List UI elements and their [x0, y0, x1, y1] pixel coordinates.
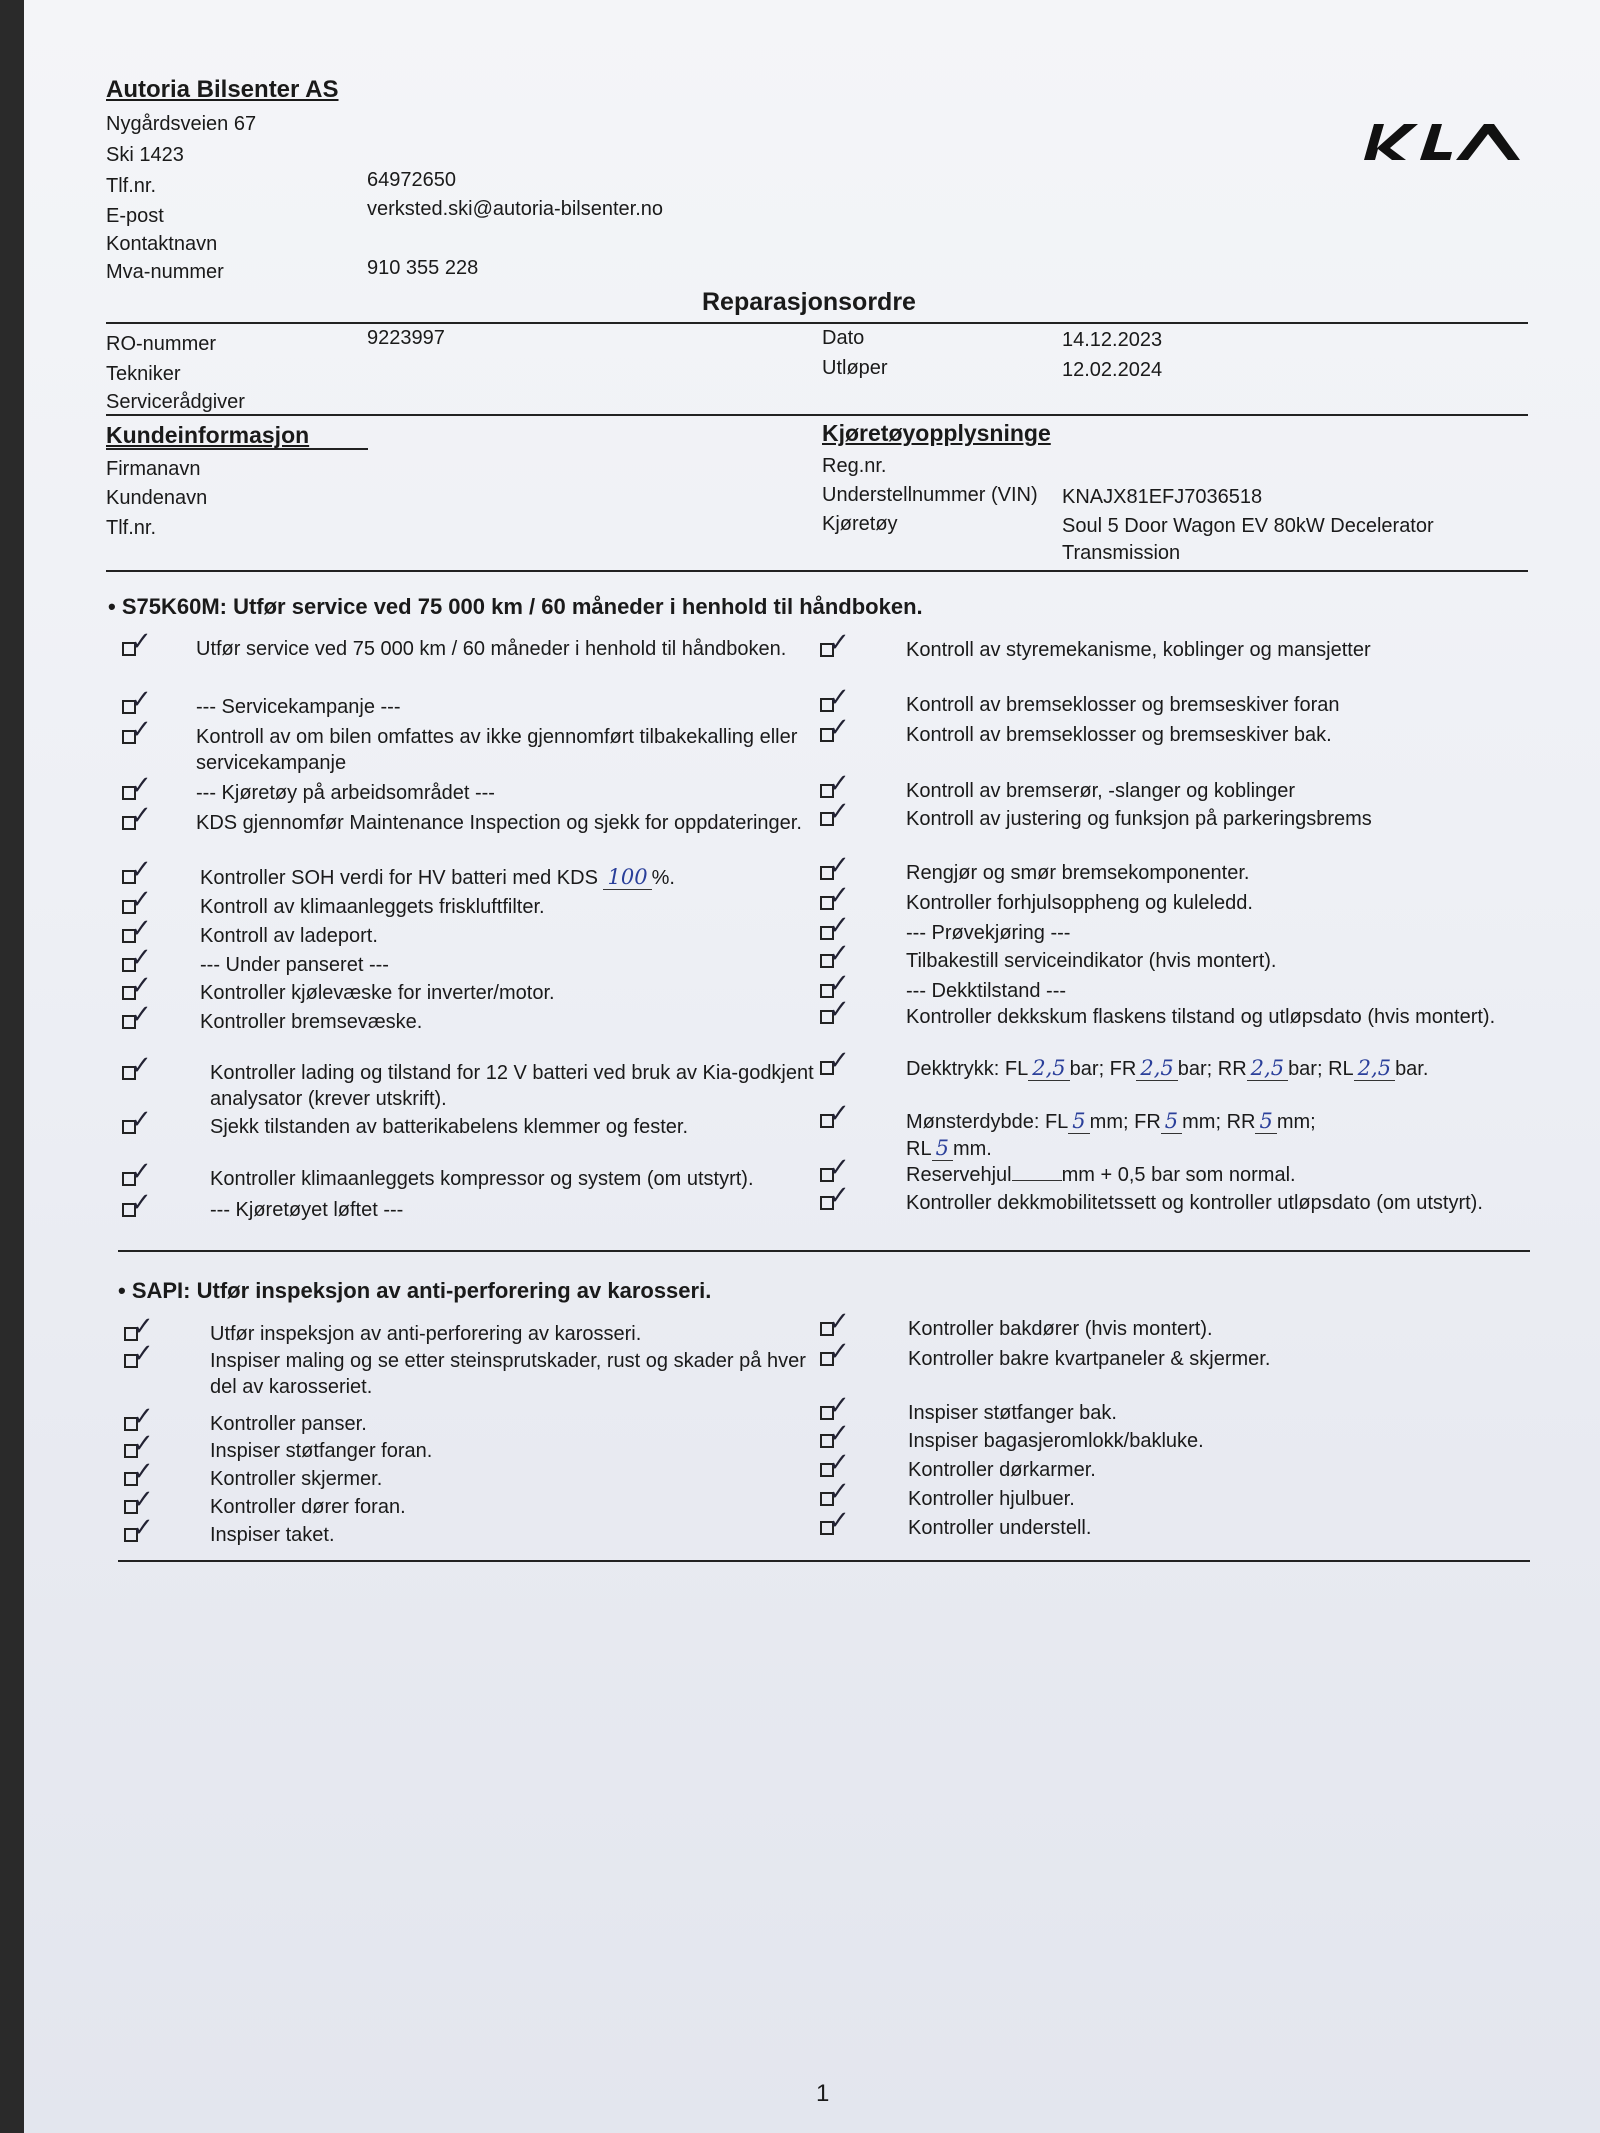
contact-label: Kontaktnavn	[106, 233, 218, 255]
checklist-item-label: Kontroller bakre kvartpaneler & skjermer.	[908, 1348, 1271, 1370]
divider	[106, 570, 1528, 572]
spare-blank	[1012, 1180, 1062, 1181]
vat-label: Mva-nummer	[106, 261, 224, 283]
checklist-item-label: Kontroller forhjulsoppheng og kuleledd.	[906, 892, 1253, 914]
checklist-item-label: Kontroll av bremseklosser og bremseskiver foran	[906, 694, 1340, 716]
checklist-item	[906, 1108, 1506, 1162]
checklist-item-label: Inspiser bagasjeromlokk/bakluke.	[908, 1430, 1204, 1452]
checklist-item-label: Kontroller dørkarmer.	[908, 1459, 1096, 1481]
checklist-item	[906, 1004, 1506, 1030]
checklist-item-label: Kontroller skjermer.	[210, 1468, 383, 1490]
date-value: 14.12.2023	[1062, 329, 1163, 351]
checklist-item	[200, 980, 840, 1006]
check-mark-icon: ✓	[130, 1105, 152, 1135]
checklist-item-label: Kontroll av styremekanisme, koblinger og mansjetter	[906, 639, 1371, 661]
checklist-item	[908, 1316, 1508, 1342]
divider	[106, 414, 1528, 416]
check-mark-icon: ✓	[130, 943, 152, 973]
checklist-item	[906, 920, 1506, 946]
checklist-item-label: Mønsterdybde:	[906, 1111, 1040, 1133]
check-mark-icon: ✓	[828, 911, 850, 941]
tread-value: 5	[932, 1136, 953, 1161]
checklist-item	[906, 1055, 1506, 1082]
customer-phone-label: Tlf.nr.	[106, 517, 157, 539]
pressure-label: bar; RL	[1288, 1058, 1354, 1080]
checklist-item	[210, 1522, 830, 1548]
tread-value: 5	[1161, 1109, 1182, 1134]
check-mark-icon: ✓	[132, 1402, 154, 1432]
check-mark-icon: ✓	[828, 1099, 850, 1129]
checklist-item-label: --- Kjøretøy på arbeidsområdet ---	[196, 782, 495, 804]
check-mark-icon: ✓	[828, 1337, 850, 1367]
checklist-item-label: Sjekk tilstanden av batterikabelens klemmer og fester.	[210, 1116, 689, 1138]
checklist-item-label: --- Servicekampanje ---	[196, 696, 401, 718]
checklist-item	[906, 778, 1506, 804]
checklist-item-label: Kontroller klimaanleggets kompressor og system (om utstyrt).	[210, 1168, 754, 1190]
pressure-value: 2,5	[1028, 1056, 1069, 1081]
check-mark-icon: ✓	[130, 1000, 152, 1030]
divider	[118, 1560, 1530, 1562]
check-mark-icon: ✓	[130, 715, 152, 745]
phone-value: 64972650	[367, 169, 456, 191]
checklist-item	[196, 724, 836, 776]
tread-unit: mm.	[952, 1138, 992, 1160]
checklist-item	[210, 1494, 830, 1520]
check-mark-icon: ✓	[130, 771, 152, 801]
checklist-item	[196, 780, 836, 806]
email-value: verksted.ski@autoria-bilsenter.no	[367, 198, 663, 220]
ro-label: RO-nummer	[106, 333, 217, 355]
advisor-label: Servicerådgiver	[106, 391, 245, 413]
checklist-item-label: --- Under panseret ---	[200, 954, 389, 976]
checklist-item-label: --- Dekktilstand ---	[906, 980, 1067, 1002]
checklist-item	[906, 806, 1506, 832]
check-mark-icon: ✓	[130, 1051, 152, 1081]
section-1-title: • S75K60M: Utfør service ved 75 000 km / 60 måneder i henhold til håndboken.	[108, 594, 923, 619]
checklist-item	[210, 1466, 830, 1492]
firm-label: Firmanavn	[106, 458, 201, 480]
checklist-item-label: Kontroll av klimaanleggets friskluftfilter.	[200, 896, 545, 918]
check-mark-icon: ✓	[828, 939, 850, 969]
customer-heading: Kundeinformasjon	[106, 422, 310, 448]
check-mark-icon: ✓	[828, 1506, 850, 1536]
check-mark-icon: ✓	[828, 628, 850, 658]
checklist-item	[210, 1321, 830, 1347]
checklist-item-label: Kontroller lading og tilstand for 12 V batteri ved bruk av Kia-godkjent analysator (krever utskrift).	[210, 1062, 814, 1110]
vat-value: 910 355 228	[367, 257, 479, 279]
checklist-item-label: Kontroller bremsevæske.	[200, 1011, 423, 1033]
page-number: 1	[816, 2080, 830, 2107]
checklist-item	[906, 692, 1506, 718]
checklist-item	[908, 1515, 1508, 1541]
check-mark-icon: ✓	[828, 969, 850, 999]
checklist-item-label: Kontroller kjølevæske for inverter/motor.	[200, 982, 555, 1004]
check-mark-icon: ✓	[130, 685, 152, 715]
check-mark-icon: ✓	[828, 769, 850, 799]
checklist-item	[210, 1166, 850, 1192]
check-mark-icon: ✓	[828, 851, 850, 881]
checklist-item-label: Inspiser støtfanger bak.	[908, 1402, 1117, 1424]
pressure-value: 2,5	[1354, 1056, 1395, 1081]
check-mark-icon: ✓	[132, 1339, 154, 1369]
soh-value: 100	[603, 865, 651, 890]
checklist-item	[906, 722, 1506, 748]
check-mark-icon: ✓	[130, 971, 152, 1001]
checklist-item	[906, 637, 1506, 663]
vin-value: KNAJX81EFJ7036518	[1062, 486, 1263, 508]
check-mark-icon: ✓	[132, 1485, 154, 1515]
check-mark-icon: ✓	[132, 1457, 154, 1487]
checklist-item-label: Tilbakestill serviceindikator (hvis montert).	[906, 950, 1277, 972]
checklist-item	[200, 1009, 840, 1035]
pressure-label: bar; FR	[1069, 1058, 1137, 1080]
checklist-item-label: KDS gjennomfør Maintenance Inspection og sjekk for oppdateringer.	[196, 812, 802, 834]
vehicle-heading: Kjøretøyopplysninge	[822, 420, 1051, 446]
pressure-value: 2,5	[1247, 1056, 1288, 1081]
check-mark-icon: ✓	[130, 914, 152, 944]
checklist-item-label: --- Prøvekjøring ---	[906, 922, 1071, 944]
checklist-item	[210, 1438, 830, 1464]
checklist-item	[200, 952, 840, 978]
check-mark-icon: ✓	[828, 1046, 850, 1076]
check-mark-icon: ✓	[828, 1419, 850, 1449]
checklist-item	[906, 1162, 1506, 1188]
checklist-item-label: Kontroll av bremseklosser og bremseskiver bak.	[906, 724, 1332, 746]
checklist-item-label: Inspiser støtfanger foran.	[210, 1440, 433, 1462]
email-label: E-post	[106, 205, 164, 227]
checklist-item-label: Kontroller dører foran.	[210, 1496, 406, 1518]
checklist-item-label: Kontroller dekkskum flaskens tilstand og utløpsdato (hvis montert).	[906, 1006, 1496, 1028]
check-mark-icon: ✓	[828, 1391, 850, 1421]
pressure-label: FL	[1004, 1058, 1029, 1080]
checklist-item-label: Kontroll av ladeport.	[200, 925, 378, 947]
ro-value: 9223997	[367, 327, 445, 349]
check-mark-icon: ✓	[828, 1448, 850, 1478]
checklist-item-label: Kontroll av om bilen omfattes av ikke gjennomført tilbakekalling eller servicekampanje	[196, 726, 798, 774]
company-address-2: Ski 1423	[106, 144, 184, 166]
soh-unit: %.	[651, 867, 675, 889]
date-label: Dato	[822, 327, 865, 349]
tread-label: FL	[1044, 1111, 1069, 1133]
checklist-item	[908, 1457, 1508, 1483]
check-mark-icon: ✓	[130, 801, 152, 831]
tread-label: mm; RR	[1182, 1111, 1256, 1133]
checklist-item	[906, 948, 1506, 974]
checklist-item-label: Kontroller hjulbuer.	[908, 1488, 1075, 1510]
check-mark-icon: ✓	[130, 1188, 152, 1218]
checklist-item-label: --- Kjøretøyet løftet ---	[210, 1199, 404, 1221]
checklist-item	[196, 810, 836, 836]
checklist-item	[210, 1411, 830, 1437]
check-mark-icon: ✓	[828, 797, 850, 827]
tread-value: 5	[1255, 1109, 1276, 1134]
expires-value: 12.02.2024	[1062, 359, 1163, 381]
tread-label: mm;	[1276, 1111, 1316, 1133]
check-mark-icon: ✓	[132, 1429, 154, 1459]
checklist-item-label: Inspiser maling og se etter steinsprutskader, rust og skader på hver del av karosseriet.	[210, 1350, 806, 1398]
document-title: Reparasjonsordre	[702, 288, 916, 316]
checklist-item	[908, 1400, 1508, 1426]
checklist-item	[908, 1486, 1508, 1512]
heading-underline	[106, 448, 368, 450]
checklist-item	[210, 1197, 850, 1223]
pressure-unit: bar.	[1395, 1058, 1429, 1080]
check-mark-icon: ✓	[828, 713, 850, 743]
checklist-item	[210, 1114, 850, 1140]
checklist-item-label: Reservehjul	[906, 1164, 1012, 1186]
checklist-item-label: Utfør inspeksjon av anti-perforering av karosseri.	[210, 1323, 642, 1345]
checklist-item-label: Kontroller dekkmobilitetssett og kontroller utløpsdato (om utstyrt).	[906, 1192, 1483, 1214]
check-mark-icon: ✓	[130, 627, 152, 657]
tread-label: mm; FR	[1089, 1111, 1161, 1133]
checklist-item-label: Kontroll av justering og funksjon på parkeringsbrems	[906, 808, 1372, 830]
divider	[118, 1250, 1530, 1252]
vehicle-model-1: Soul 5 Door Wagon EV 80kW Decelerator	[1062, 515, 1434, 537]
checklist-item	[196, 636, 836, 662]
checklist-item	[200, 864, 840, 891]
checklist-item-label: Rengjør og smør bremsekomponenter.	[906, 862, 1250, 884]
check-mark-icon: ✓	[828, 1477, 850, 1507]
company-name: Autoria Bilsenter AS	[106, 76, 339, 103]
vehicle-model-2: Transmission	[1062, 542, 1181, 564]
divider	[106, 322, 1528, 324]
check-mark-icon: ✓	[828, 1153, 850, 1183]
pressure-label: bar; RR	[1177, 1058, 1247, 1080]
expires-label: Utløper	[822, 357, 888, 379]
checklist-item-label: Kontroller SOH verdi for HV batteri med KDS	[200, 867, 598, 889]
checklist-item	[210, 1348, 830, 1400]
check-mark-icon: ✓	[828, 1307, 850, 1337]
check-mark-icon: ✓	[828, 683, 850, 713]
checklist-item-label: Utfør service ved 75 000 km / 60 måneder i henhold til håndboken.	[196, 638, 787, 660]
check-mark-icon: ✓	[828, 881, 850, 911]
customer-name-label: Kundenavn	[106, 487, 208, 509]
checklist-item-label: Dekktrykk:	[906, 1058, 1000, 1080]
check-mark-icon: ✓	[130, 855, 152, 885]
check-mark-icon: ✓	[130, 1157, 152, 1187]
checklist-item	[210, 1060, 850, 1112]
tread-value: 5	[1068, 1109, 1089, 1134]
checklist-item	[906, 978, 1506, 1004]
check-mark-icon: ✓	[828, 1181, 850, 1211]
check-mark-icon: ✓	[828, 995, 850, 1025]
checklist-item	[196, 694, 836, 720]
checklist-item	[908, 1346, 1508, 1372]
check-mark-icon: ✓	[130, 885, 152, 915]
checklist-item-label: Kontroller panser.	[210, 1413, 367, 1435]
pressure-value: 2,5	[1136, 1056, 1177, 1081]
company-address-1: Nygårdsveien 67	[106, 113, 257, 135]
checklist-item	[906, 860, 1506, 886]
checklist-item	[906, 890, 1506, 916]
checklist-item	[200, 894, 840, 920]
technician-label: Tekniker	[106, 363, 181, 385]
phone-label: Tlf.nr.	[106, 175, 157, 197]
vehicle-label: Kjøretøy	[822, 513, 898, 535]
section-2-title: • SAPI: Utfør inspeksjon av anti-perforering av karosseri.	[118, 1278, 712, 1303]
check-mark-icon: ✓	[132, 1312, 154, 1342]
kia-logo	[1360, 120, 1524, 164]
document-page	[24, 0, 1600, 2133]
check-mark-icon: ✓	[132, 1513, 154, 1543]
reg-label: Reg.nr.	[822, 455, 887, 477]
checklist-item-label: Inspiser taket.	[210, 1524, 335, 1546]
checklist-item-label: Kontroller understell.	[908, 1517, 1092, 1539]
spare-suffix: mm + 0,5 bar som normal.	[1061, 1164, 1296, 1186]
checklist-item	[200, 923, 840, 949]
vin-label: Understellnummer (VIN)	[822, 484, 1038, 506]
tread-label: RL	[906, 1138, 932, 1160]
checklist-item	[906, 1190, 1506, 1216]
checklist-item-label: Kontroll av bremserør, -slanger og koblinger	[906, 780, 1296, 802]
checklist-item-label: Kontroller bakdører (hvis montert).	[908, 1318, 1213, 1340]
checklist-item	[908, 1428, 1508, 1454]
